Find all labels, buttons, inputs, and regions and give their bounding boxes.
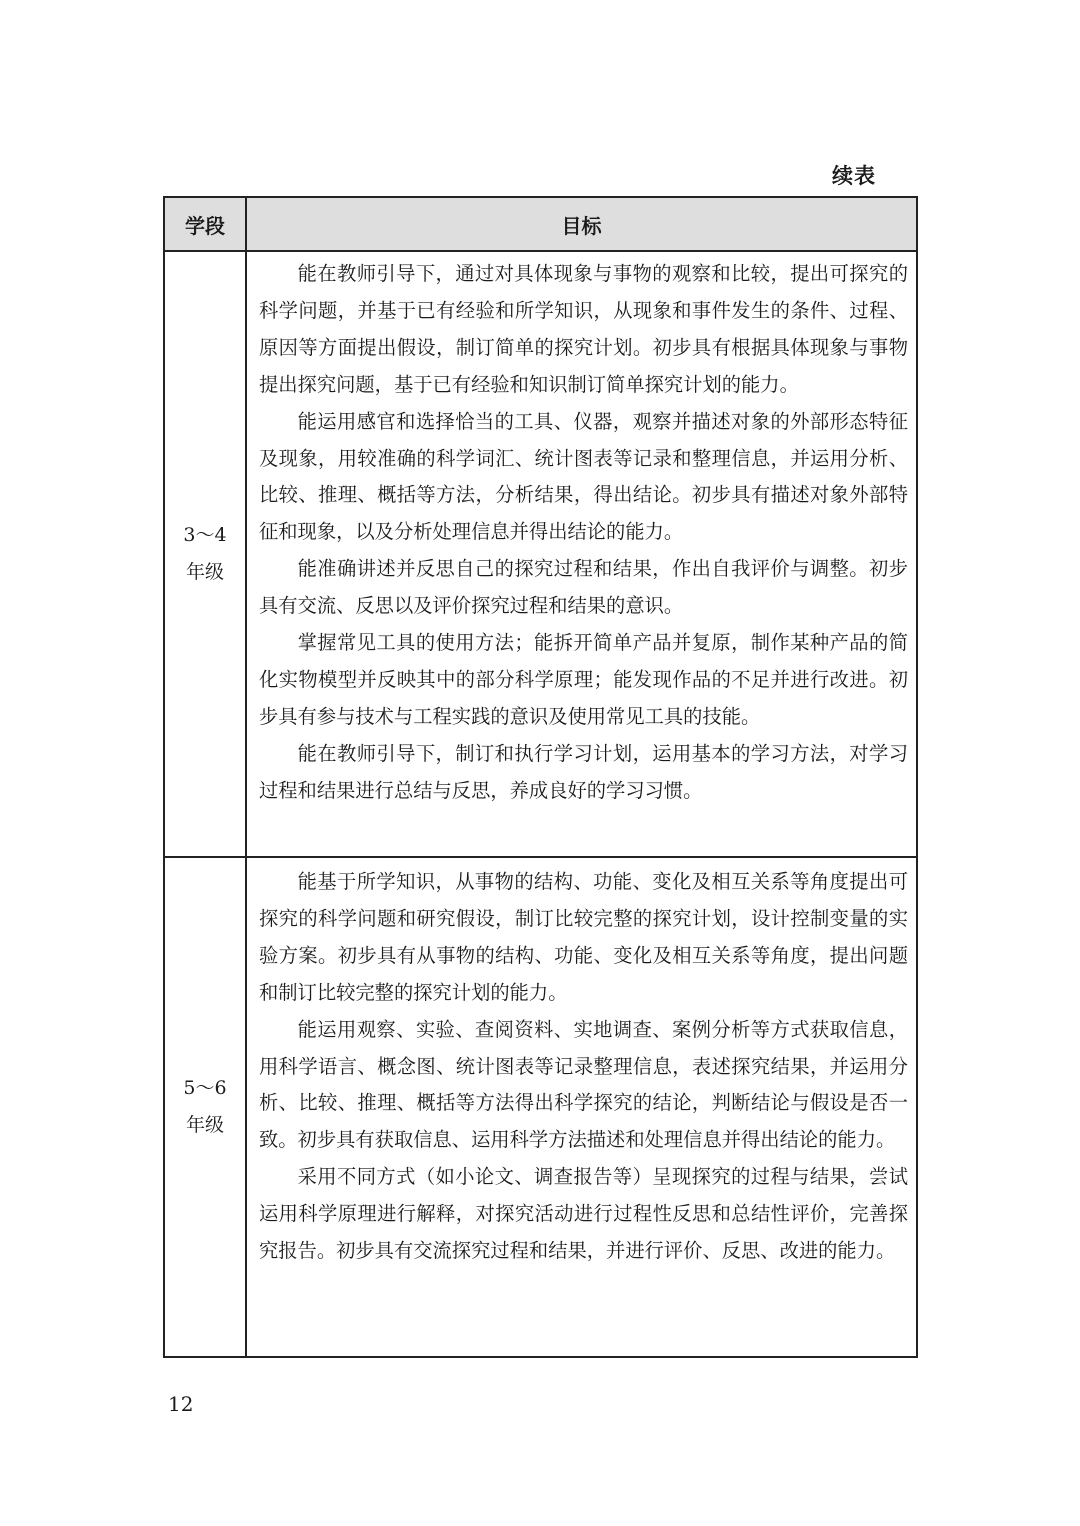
stage-cell — [164, 857, 246, 1357]
stage-grade: 年级 — [185, 1114, 224, 1136]
goal-paragraph: 能运用观察、实验、查阅资料、实地调查、案例分析等方式获取信息，用科学语言、概念图、统计图表等记录整理信息，表述探究结果，并运用分析、比较、推理、概括等方法得出科学探究的结论，判断结论与假设是否一致。初步具有获取信息、运用科学方法描述和处理信息并得出结论的能力。 — [259, 1017, 908, 1152]
table-header-row — [164, 197, 917, 251]
goal-paragraph: 采用不同方式（如小论文、调查报告等）呈现探究的过程与结果，尝试运用科学原理进行解释，对探究活动进行过程性反思和总结性评价，完善探究报告。初步具有交流探究过程和结果，并进行评价、反思、改进的能力。 — [259, 1165, 908, 1263]
goals-table — [163, 196, 918, 1358]
stage-cell — [164, 251, 246, 857]
stage-range: 3～4 — [183, 524, 227, 546]
continued-table-label: 续表 — [832, 164, 876, 188]
stage-grade: 年级 — [185, 561, 224, 583]
goal-paragraph: 能基于所学知识，从事物的结构、功能、变化及相互关系等角度提出可探究的科学问题和研究假设，制订比较完整的探究计划，设计控制变量的实验方案。初步具有从事物的结构、功能、变化及相互关系等角度，提出问题和制订比较完整的探究计划的能力。 — [259, 870, 908, 1004]
header-goal: 目标 — [246, 197, 917, 251]
goal-paragraph: 能运用感官和选择恰当的工具、仪器，观察并描述对象的外部形态特征及现象，用较准确的科学词汇、统计图表等记录和整理信息，并运用分析、比较、推理、概括等方法，分析结果，得出结论。初步具有描述对象外部特征和现象，以及分析处理信息并得出结论的能力。 — [259, 409, 908, 544]
table-row — [164, 857, 917, 1357]
goal-cell — [246, 251, 917, 857]
page-number: 12 — [168, 1392, 194, 1416]
goal-paragraph: 掌握常见工具的使用方法；能拆开简单产品并复原，制作某种产品的简化实物模型并反映其中的部分科学原理；能发现作品的不足并进行改进。初步具有参与技术与工程实践的意识及使用常见工具的技能。 — [259, 631, 908, 728]
goal-paragraph: 能准确讲述并反思自己的探究过程和结果，作出自我评价与调整。初步具有交流、反思以及评价探究过程和结果的意识。 — [259, 557, 908, 618]
goal-paragraph: 能在教师引导下，制订和执行学习计划，运用基本的学习方法，对学习过程和结果进行总结与反思，养成良好的学习习惯。 — [259, 741, 908, 802]
goal-paragraph: 能在教师引导下，通过对具体现象与事物的观察和比较，提出可探究的科学问题，并基于已有经验和所学知识，从现象和事件发生的条件、过程、原因等方面提出假设，制订简单的探究计划。初步具有根据具体现象与事物提出探究问题，基于已有经验和知识制订简单探究计划的能力。 — [259, 262, 908, 396]
header-stage: 学段 — [164, 197, 246, 251]
table-row — [164, 251, 917, 857]
goal-cell — [246, 857, 917, 1357]
stage-range: 5～6 — [183, 1077, 227, 1099]
